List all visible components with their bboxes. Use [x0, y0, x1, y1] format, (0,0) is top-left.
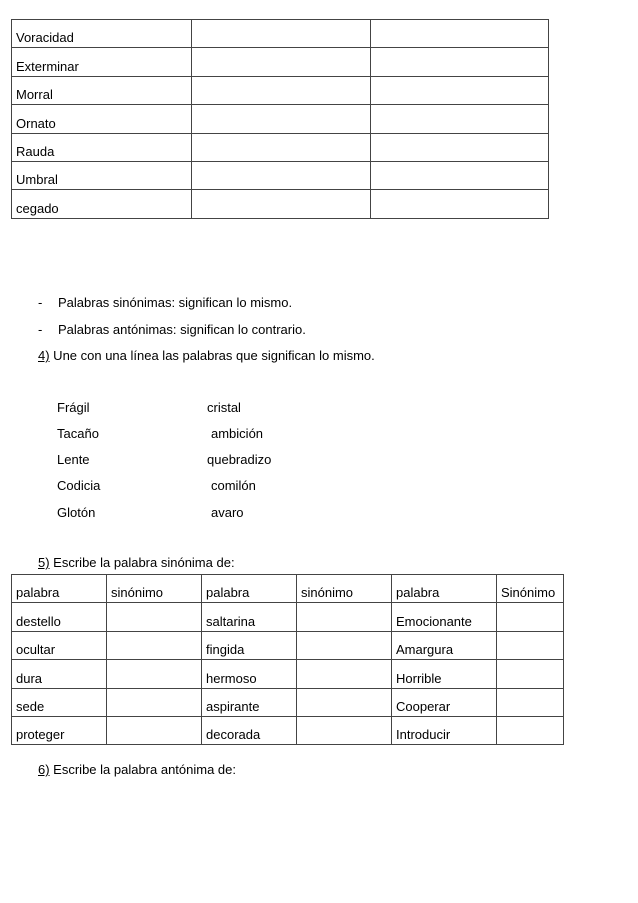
table-cell-empty [371, 105, 549, 133]
exercise-6-instruction [38, 762, 236, 777]
table-cell [107, 716, 202, 744]
table-header-cell: palabra [392, 575, 497, 603]
table-header-cell: sinónimo [297, 575, 392, 603]
table-header-row [12, 575, 564, 603]
bullet-synonyms [38, 295, 292, 310]
match-left-word: Lente [57, 452, 90, 467]
match-left-word: Frágil [57, 400, 90, 415]
table-cell [497, 660, 564, 688]
table-cell [107, 631, 202, 659]
exercise-number: 4) [38, 348, 50, 363]
table-cell [297, 716, 392, 744]
bullet-dash: - [38, 322, 43, 337]
table-row [12, 105, 549, 133]
table-cell [107, 688, 202, 716]
table-cell-empty [192, 133, 371, 161]
table-header-cell: sinónimo [107, 575, 202, 603]
exercise-number: 5) [38, 555, 50, 570]
table-row [12, 161, 549, 189]
table-row [12, 631, 564, 659]
synonym-table [11, 574, 564, 745]
match-right-word: ambición [211, 426, 264, 441]
match-right-word: quebradizo [207, 452, 272, 467]
exercise-text: Escribe la palabra sinónima de: [49, 555, 235, 570]
table-cell: ocultar [12, 631, 107, 659]
table-cell [497, 603, 564, 631]
bullet-text: Palabras antónimas: significan lo contrario. [58, 322, 306, 337]
match-left-word: Glotón [57, 505, 96, 520]
table-header-cell: palabra [12, 575, 107, 603]
match-right-word: cristal [207, 400, 241, 415]
table-cell-empty [371, 76, 549, 104]
exercise-text: Escribe la palabra antónima de: [49, 762, 237, 777]
table-cell-word: Exterminar [12, 48, 192, 76]
table-cell-empty [192, 190, 371, 218]
table-cell: Emocionante [392, 603, 497, 631]
table-cell-empty [371, 190, 549, 218]
table-row [12, 20, 549, 48]
table-cell-word: Ornato [12, 105, 192, 133]
table-cell-empty [371, 48, 549, 76]
table-cell-word: Voracidad [12, 20, 192, 48]
table-cell-empty [192, 76, 371, 104]
word-table-top [11, 19, 549, 219]
table-cell: proteger [12, 716, 107, 744]
table-cell: saltarina [202, 603, 297, 631]
table-cell: aspirante [202, 688, 297, 716]
table-cell: destello [12, 603, 107, 631]
table-cell-word: Morral [12, 76, 192, 104]
table-header-cell: palabra [202, 575, 297, 603]
table-cell: fingida [202, 631, 297, 659]
table-cell: Horrible [392, 660, 497, 688]
table-cell [297, 660, 392, 688]
exercise-5-instruction [38, 555, 235, 570]
table-row [12, 48, 549, 76]
table-cell: decorada [202, 716, 297, 744]
table-header-cell: Sinónimo [497, 575, 564, 603]
table-cell-empty [192, 20, 371, 48]
bullet-antonyms [38, 322, 306, 337]
table-row [12, 660, 564, 688]
match-left-word: Tacaño [57, 426, 99, 441]
table-cell-empty [192, 161, 371, 189]
table-cell-word: cegado [12, 190, 192, 218]
match-left-word: Codicia [57, 478, 101, 493]
table-cell-empty [371, 133, 549, 161]
table-cell [297, 631, 392, 659]
exercise-4-instruction [38, 348, 375, 363]
table-row [12, 688, 564, 716]
table-cell-empty [371, 161, 549, 189]
table-row [12, 76, 549, 104]
table-cell-word: Umbral [12, 161, 192, 189]
table-cell: Amargura [392, 631, 497, 659]
table-cell-empty [192, 48, 371, 76]
bullet-text: Palabras sinónimas: significan lo mismo. [58, 295, 293, 310]
exercise-number: 6) [38, 762, 50, 777]
table-cell [297, 688, 392, 716]
table-cell-empty [192, 105, 371, 133]
table-cell: sede [12, 688, 107, 716]
table-row [12, 133, 549, 161]
table-cell: hermoso [202, 660, 297, 688]
table-cell [107, 660, 202, 688]
table-row [12, 716, 564, 744]
table-cell [107, 603, 202, 631]
match-right-word: avaro [211, 505, 244, 520]
table-cell: dura [12, 660, 107, 688]
table-cell [497, 716, 564, 744]
table-cell-empty [371, 20, 549, 48]
table-cell: Cooperar [392, 688, 497, 716]
table-cell [497, 631, 564, 659]
table-cell [297, 603, 392, 631]
table-cell: Introducir [392, 716, 497, 744]
table-cell-word: Rauda [12, 133, 192, 161]
match-right-word: comilón [211, 478, 256, 493]
exercise-text: Une con una línea las palabras que significan lo mismo. [49, 348, 375, 363]
bullet-dash: - [38, 295, 43, 310]
table-cell [497, 688, 564, 716]
table-row [12, 603, 564, 631]
table-row [12, 190, 549, 218]
